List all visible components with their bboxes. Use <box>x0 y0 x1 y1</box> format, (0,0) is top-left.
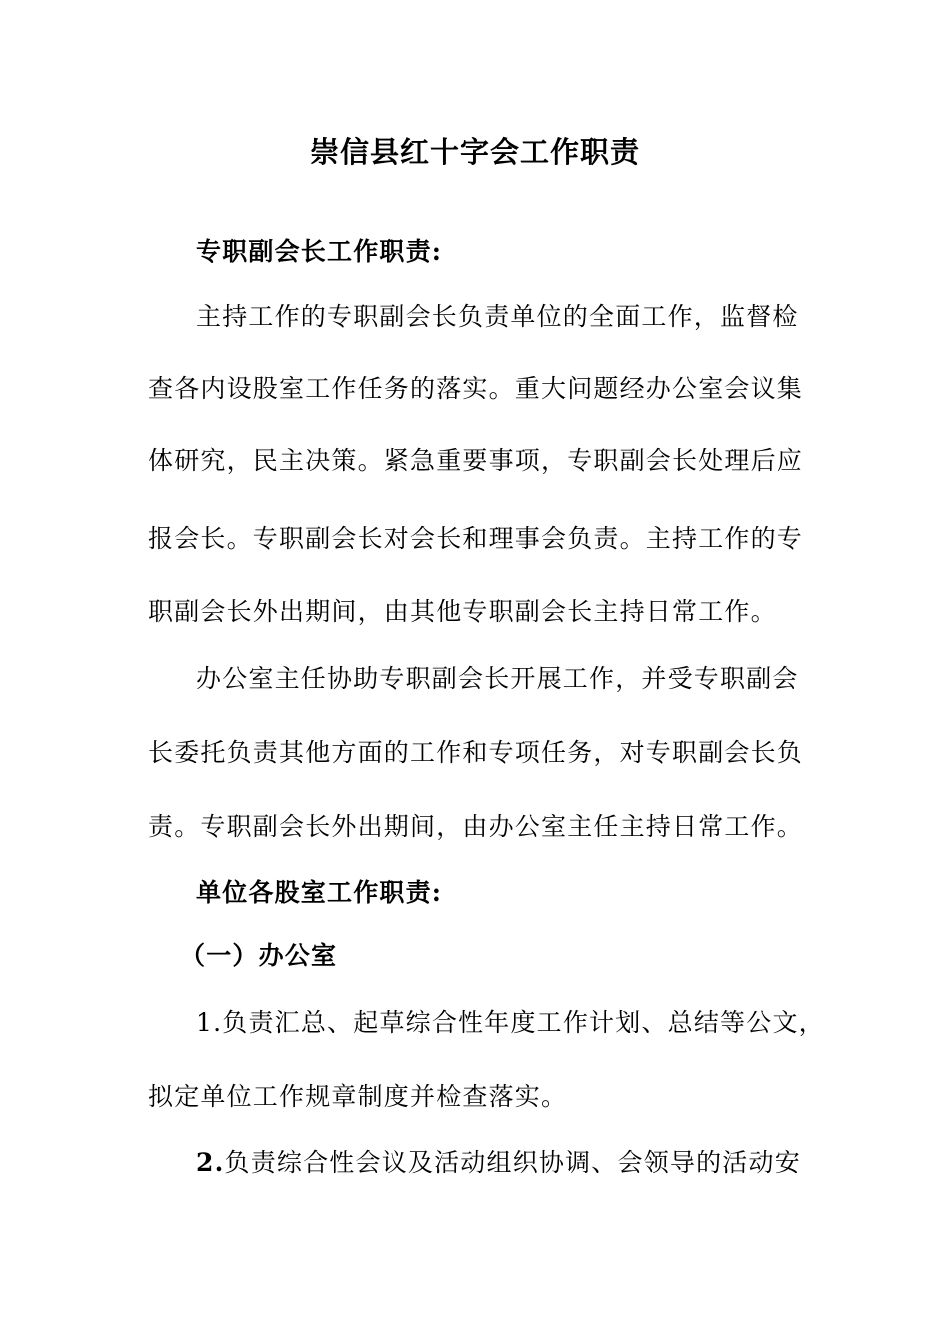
list-item-line <box>196 1143 801 1183</box>
item-text: 负责综合性会议及活动组织协调、会领导的活动安 <box>224 1148 801 1177</box>
paragraph-line: 体研究，民主决策。紧急重要事项，专职副会长处理后应 <box>148 446 804 475</box>
list-item-line: 拟定单位工作规章制度并检查落实。 <box>148 1082 568 1111</box>
item-number: 2. <box>196 1148 225 1177</box>
document-title: 崇信县红十字会工作职责 <box>309 135 640 169</box>
list-item-line: 1.负责汇总、起草综合性年度工作计划、总结等公文， <box>196 1008 825 1037</box>
section-heading-departments: 单位各股室工作职责: <box>196 878 443 907</box>
paragraph-line: 责。专职副会长外出期间，由办公室主任主持日常工作。 <box>148 812 804 841</box>
paragraph-line: 查各内设股室工作任务的落实。重大问题经办公室会议集 <box>148 374 804 403</box>
paragraph-line: 主持工作的专职副会长负责单位的全面工作，监督检 <box>196 302 799 331</box>
subsection-heading-office: （一）办公室 <box>180 941 338 970</box>
paragraph-line: 办公室主任协助专职副会长开展工作，并受专职副会 <box>196 664 799 693</box>
paragraph-line: 报会长。专职副会长对会长和理事会负责。主持工作的专 <box>148 524 804 553</box>
section-heading-vice-president: 专职副会长工作职责: <box>196 237 443 266</box>
paragraph-line: 长委托负责其他方面的工作和专项任务，对专职副会长负 <box>148 738 804 767</box>
paragraph-line: 职副会长外出期间，由其他专职副会长主持日常工作。 <box>148 597 777 626</box>
